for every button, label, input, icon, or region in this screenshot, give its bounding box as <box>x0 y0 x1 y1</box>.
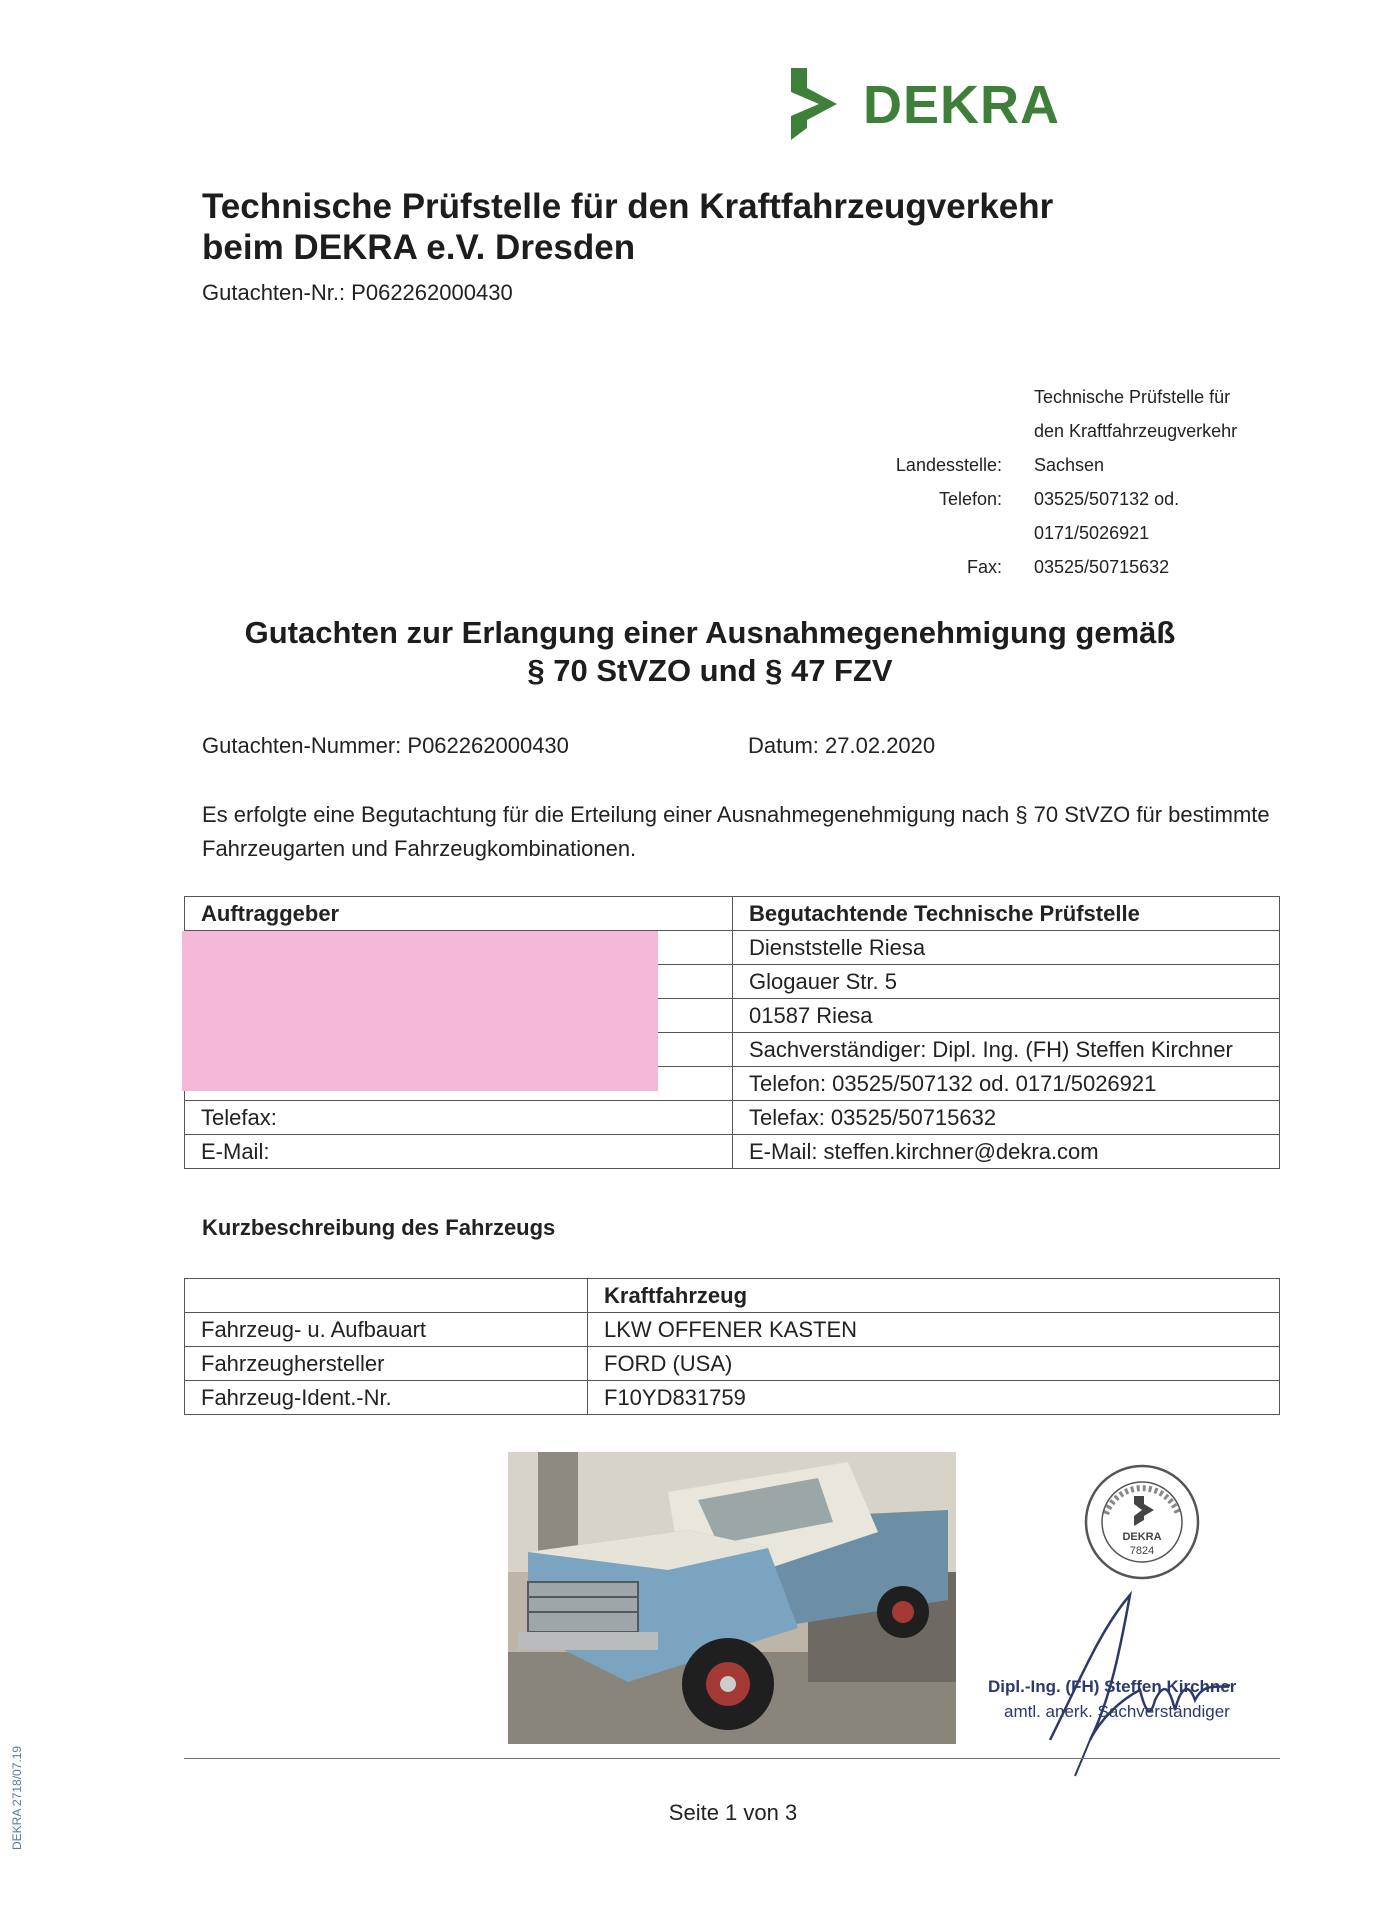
pickup-truck-image <box>508 1452 956 1744</box>
vehicle-value: F10YD831759 <box>588 1381 1280 1415</box>
datum: Datum: 27.02.2020 <box>748 733 936 758</box>
pruefstelle-cell: Dienststelle Riesa <box>733 931 1280 965</box>
signature-role: amtl. anerk. Sachverständiger <box>1004 1702 1230 1721</box>
vehicle-label: Fahrzeug-Ident.-Nr. <box>185 1381 588 1415</box>
description-paragraph: Es erfolgte eine Begutachtung für die Erteilung einer Ausnahmegenehmigung nach § 70 StVZO für bestimmte Fahrzeugarten und Fahrzeugkombinationen. <box>202 802 1270 861</box>
document-title-line2: § 70 StVZO und § 47 FZV <box>527 653 893 688</box>
vehicle-label: Fahrzeughersteller <box>185 1347 588 1381</box>
dekra-arrow-icon <box>785 66 855 142</box>
vehicle-section-title: Kurzbeschreibung des Fahrzeugs <box>202 1215 556 1240</box>
contact-fax-value: 03525/50715632 <box>1034 557 1170 577</box>
auftraggeber-telefax: Telefax: <box>185 1101 733 1135</box>
signature-name: Dipl.-Ing. (FH) Steffen Kirchner <box>988 1677 1237 1696</box>
footer-divider <box>184 1758 1280 1759</box>
stamp-seal-icon <box>1082 1462 1202 1582</box>
vehicle-value: LKW OFFENER KASTEN <box>588 1313 1280 1347</box>
vehicle-photo <box>508 1452 956 1744</box>
page-number: Seite 1 von 3 <box>668 1800 798 1825</box>
vehicle-label: Fahrzeug- u. Aufbauart <box>185 1313 588 1347</box>
pruefstelle-cell: 01587 Riesa <box>733 999 1280 1033</box>
vehicle-value: FORD (USA) <box>588 1347 1280 1381</box>
gutachten-nummer: Gutachten-Nummer: P062262000430 <box>202 733 569 758</box>
document-title <box>150 614 1270 690</box>
stamp-brand: DEKRA <box>1122 1531 1162 1543</box>
contact-org-line1: Technische Prüfstelle für <box>1034 387 1231 407</box>
contact-telefon-label: Telefon: <box>938 489 1002 509</box>
table-row <box>185 1313 1280 1347</box>
side-form-code: DEKRA 2718/07.19 <box>10 1745 24 1850</box>
contact-landesstelle-value: Sachsen <box>1034 455 1105 475</box>
vehicle-table <box>184 1278 1280 1415</box>
table-row <box>185 1279 1280 1313</box>
pruefstelle-cell: Glogauer Str. 5 <box>733 965 1280 999</box>
contact-landesstelle-label: Landesstelle: <box>895 455 1002 475</box>
pruefstelle-cell: E-Mail: steffen.kirchner@dekra.com <box>733 1135 1280 1169</box>
pruefstelle-cell: Telefax: 03525/50715632 <box>733 1101 1280 1135</box>
vehicle-column-header: Kraftfahrzeug <box>588 1279 1280 1313</box>
header-title <box>202 186 1202 268</box>
stamp-number: 7824 <box>1129 1545 1155 1557</box>
table-row <box>185 1381 1280 1415</box>
vehicle-header-blank <box>185 1279 588 1313</box>
contact-org-line2: den Kraftfahrzeugverkehr <box>1034 421 1238 441</box>
table-row <box>185 1135 1280 1169</box>
redaction-box <box>182 931 658 1091</box>
header-gutachten-nr: Gutachten-Nr.: P062262000430 <box>202 280 513 305</box>
pruefstelle-header: Begutachtende Technische Prüfstelle <box>733 897 1280 931</box>
header-title-line2: beim DEKRA e.V. Dresden <box>202 228 636 267</box>
official-stamp <box>1082 1462 1202 1582</box>
table-row <box>185 1347 1280 1381</box>
table-row <box>185 897 1280 931</box>
pruefstelle-cell: Telefon: 03525/507132 od. 0171/5026921 <box>733 1067 1280 1101</box>
document-title-line1: Gutachten zur Erlangung einer Ausnahmegenehmigung gemäß <box>244 615 1176 650</box>
logo-text: DEKRA <box>863 75 1061 135</box>
contact-telefon-value2: 0171/5026921 <box>1034 523 1150 543</box>
pruefstelle-cell: Sachverständiger: Dipl. Ing. (FH) Steffen Kirchner <box>733 1033 1280 1067</box>
table-row <box>185 1101 1280 1135</box>
dekra-logo <box>785 66 1061 142</box>
contact-telefon-value1: 03525/507132 od. <box>1034 489 1180 509</box>
auftraggeber-email: E-Mail: <box>185 1135 733 1169</box>
auftraggeber-header: Auftraggeber <box>185 897 733 931</box>
contact-fax-label: Fax: <box>966 557 1002 577</box>
header-title-line1: Technische Prüfstelle für den Kraftfahrzeugverkehr <box>202 187 1054 226</box>
